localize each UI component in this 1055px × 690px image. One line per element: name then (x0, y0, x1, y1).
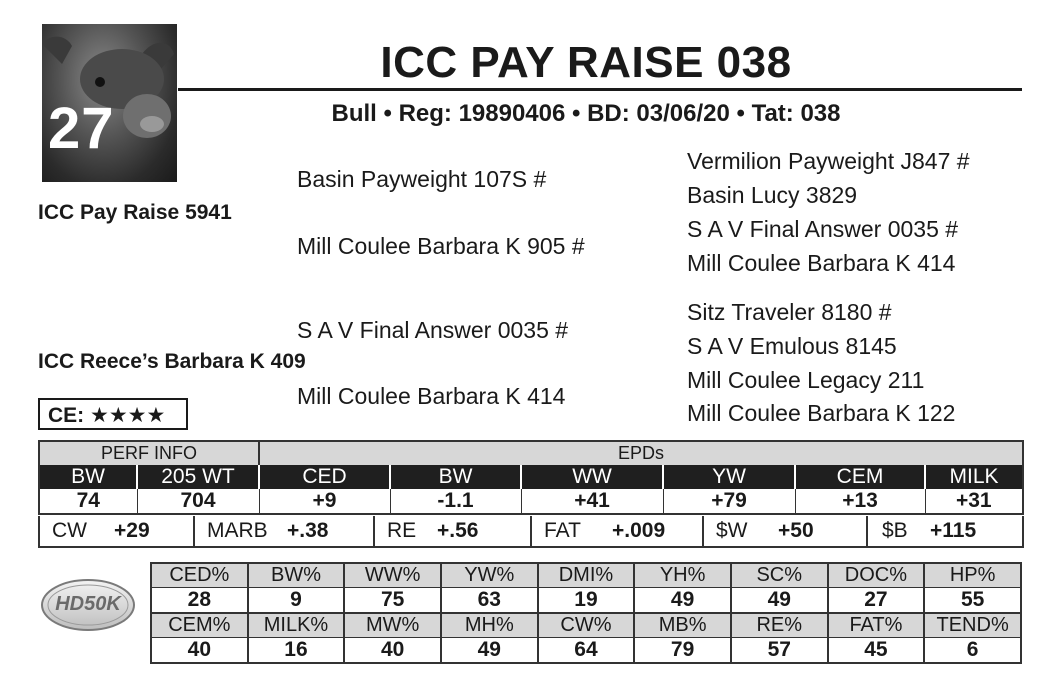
epd-value: -1.1 (390, 489, 521, 514)
col-header: MILK (925, 465, 1023, 489)
gen-value: 28 (151, 588, 248, 614)
marb-cell: MARB +.38 (194, 516, 374, 547)
gen-header: WW% (344, 563, 441, 588)
genomic-percentile-table (150, 562, 1022, 664)
col-header: CED (259, 465, 390, 489)
gen-header: DMI% (538, 563, 635, 588)
carcass-epd-row (38, 516, 1024, 548)
epd-value: 704 (137, 489, 259, 514)
gen-value: 6 (966, 638, 979, 661)
col-header: YW (663, 465, 795, 489)
animal-name: ICC PAY RAISE 038 (380, 38, 792, 87)
gen-value: 79 (634, 638, 731, 664)
g3-ancestor: Mill Coulee Legacy 211 (687, 367, 925, 393)
calving-ease-box (38, 398, 188, 430)
g3-ancestor: Mill Coulee Barbara K 414 (687, 250, 956, 276)
animal-details: Bull • Reg: 19890406 • BD: 03/06/20 • Tat: 038 (331, 100, 841, 127)
re-cell: RE +.56 (374, 516, 531, 547)
gen-header: TEND% (924, 613, 1021, 638)
dam-dam: Mill Coulee Barbara K 414 (297, 383, 566, 409)
gen-value: 63 (441, 588, 538, 614)
gen-value: 40 (344, 638, 441, 664)
epd-value: +31 (925, 489, 1023, 514)
gen-value: 49 (731, 588, 828, 614)
gen-value: 57 (731, 638, 828, 664)
gen-header: SC% (731, 563, 828, 588)
g3-ancestor: Sitz Traveler 8180 # (687, 299, 892, 325)
gen-header: CEM% (151, 613, 248, 638)
gen-value: 16 (248, 638, 345, 664)
gen-header: MW% (344, 613, 441, 638)
gen-header: CW% (538, 613, 635, 638)
epds-header: EPDs (259, 441, 1023, 465)
gen-value: 40 (151, 638, 248, 664)
lot-number: 27 (48, 96, 115, 161)
gen-value: 49 (634, 588, 731, 614)
gen-value: 45 (828, 638, 925, 664)
gen-value: 75 (344, 588, 441, 614)
gen-value: 9 (248, 588, 345, 614)
gen-header: CED% (151, 563, 248, 588)
gen-value: 19 (538, 588, 635, 614)
col-header: BW (39, 465, 137, 489)
gen-value: 64 (538, 638, 635, 664)
col-header: WW (521, 465, 663, 489)
col-header: BW (390, 465, 521, 489)
gen-value: 49 (441, 638, 538, 664)
gen-value: 55 (924, 588, 1021, 614)
gen-header: BW% (248, 563, 345, 588)
cw-cell: CW +29 (39, 516, 194, 547)
hd50k-logo-text: HD50K (55, 593, 121, 615)
dam-name: ICC Reece’s Barbara K 409 (38, 350, 306, 373)
sire-sire: Basin Payweight 107S # (297, 166, 547, 192)
gen-header: DOC% (828, 563, 925, 588)
gen-header: MH% (441, 613, 538, 638)
calving-ease-label: CE: (48, 404, 85, 427)
calving-ease-stars: ★★★★ (90, 404, 166, 427)
fat-cell: FAT +.009 (531, 516, 703, 547)
title-divider (178, 88, 1022, 91)
epd-value: 74 (39, 489, 137, 514)
sire-dam: Mill Coulee Barbara K 905 # (297, 233, 585, 259)
dam-sire: S A V Final Answer 0035 # (297, 317, 569, 343)
epd-value: +41 (521, 489, 663, 514)
g3-ancestor: Mill Coulee Barbara K 122 (687, 400, 956, 426)
col-header: CEM (795, 465, 925, 489)
gen-header: HP% (924, 563, 1021, 588)
gen-header: YW% (441, 563, 538, 588)
epd-value: +79 (663, 489, 795, 514)
w-index-cell: $W +50 (703, 516, 867, 547)
gen-value: 27 (828, 588, 925, 614)
perf-info-header: PERF INFO (39, 441, 259, 465)
epd-table (38, 440, 1024, 515)
hd50k-logo (40, 578, 136, 632)
gen-header: YH% (634, 563, 731, 588)
b-index-cell: $B +115 (882, 519, 977, 542)
sire-name: ICC Pay Raise 5941 (38, 201, 232, 224)
g3-ancestor: S A V Emulous 8145 (687, 333, 897, 359)
epd-value: +9 (259, 489, 390, 514)
g3-ancestor: Vermilion Payweight J847 # (687, 148, 970, 174)
g3-ancestor: Basin Lucy 3829 (687, 182, 858, 208)
gen-header: MILK% (248, 613, 345, 638)
gen-header: MB% (634, 613, 731, 638)
g3-ancestor: S A V Final Answer 0035 # (687, 216, 959, 242)
epd-value: +13 (795, 489, 925, 514)
gen-header: RE% (731, 613, 828, 638)
gen-header: FAT% (828, 613, 925, 638)
col-header: 205 WT (137, 465, 259, 489)
